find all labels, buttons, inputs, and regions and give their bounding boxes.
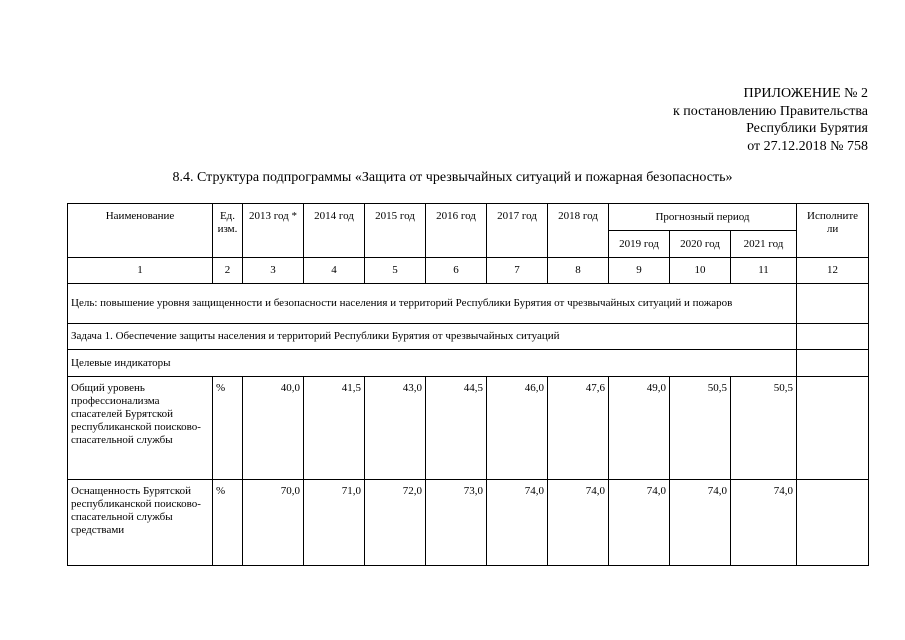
indicator-unit: % [213, 480, 243, 566]
appendix-line-4: от 27.12.2018 № 758 [747, 138, 868, 154]
col-number: 7 [487, 258, 548, 284]
header-2015: 2015 год [365, 204, 426, 258]
indicator-executor [797, 480, 869, 566]
task-1-text: Задача 1. Обеспечение защиты населения и территорий Республики Бурятия от чрезвычайных ситуаций [68, 324, 797, 350]
goal-row [68, 284, 869, 324]
value-2021: 50,5 [731, 377, 797, 480]
value-2020: 50,5 [670, 377, 731, 480]
indicators-executor [797, 350, 869, 377]
col-number: 12 [797, 258, 869, 284]
indicators-label: Целевые индикаторы [68, 350, 797, 377]
header-2020: 2020 год [670, 231, 731, 258]
value-2013: 40,0 [243, 377, 304, 480]
value-2014: 71,0 [304, 480, 365, 566]
header-2018: 2018 год [548, 204, 609, 258]
value-2021: 74,0 [731, 480, 797, 566]
col-number: 5 [365, 258, 426, 284]
task-executor [797, 324, 869, 350]
indicator-unit: % [213, 377, 243, 480]
header-row [68, 204, 869, 231]
col-number: 1 [68, 258, 213, 284]
appendix-line-3: Республики Бурятия [746, 121, 868, 136]
indicator-name: Общий уровень профессионализма спасателей Бурятской республиканской поисково-спасательной службы [68, 377, 213, 480]
indicator-executor [797, 377, 869, 480]
value-2016: 44,5 [426, 377, 487, 480]
header-unit: Ед. изм. [213, 204, 243, 258]
value-2019: 74,0 [609, 480, 670, 566]
col-number: 11 [731, 258, 797, 284]
document-title: 8.4. Структура подпрограммы «Защита от чрезвычайных ситуаций и пожарная безопасность» [172, 170, 733, 185]
value-2017: 46,0 [487, 377, 548, 480]
indicator-name: Оснащенность Бурятской республиканской поисково-спасательной службы средствами [68, 480, 213, 566]
task-row [68, 324, 869, 350]
indicators-row [68, 350, 869, 377]
value-2017: 74,0 [487, 480, 548, 566]
appendix-line-2: к постановлению Правительства [672, 103, 868, 119]
header-executor: Исполните ли [797, 204, 869, 258]
col-number: 10 [670, 258, 731, 284]
header-forecast-period: Прогнозный период [609, 204, 797, 231]
value-2014: 41,5 [304, 377, 365, 480]
value-2016: 73,0 [426, 480, 487, 566]
value-2013: 70,0 [243, 480, 304, 566]
subprogram-structure-table [67, 203, 869, 566]
value-2019: 49,0 [609, 377, 670, 480]
value-2018: 74,0 [548, 480, 609, 566]
header-name: Наименование [68, 204, 213, 258]
col-number: 2 [213, 258, 243, 284]
value-2015: 72,0 [365, 480, 426, 566]
value-2015: 43,0 [365, 377, 426, 480]
header-2021: 2021 год [731, 231, 797, 258]
col-number: 4 [304, 258, 365, 284]
value-2020: 74,0 [670, 480, 731, 566]
table-row [68, 377, 869, 480]
col-number: 3 [243, 258, 304, 284]
col-number: 8 [548, 258, 609, 284]
value-2018: 47,6 [548, 377, 609, 480]
column-numbers-row [68, 258, 869, 284]
table-row [68, 480, 869, 566]
appendix-line-1: ПРИЛОЖЕНИЕ № 2 [743, 86, 868, 101]
col-number: 6 [426, 258, 487, 284]
header-2019: 2019 год [609, 231, 670, 258]
goal-executor [797, 284, 869, 324]
header-2014: 2014 год [304, 204, 365, 258]
col-number: 9 [609, 258, 670, 284]
header-2016: 2016 год [426, 204, 487, 258]
appendix-header [673, 85, 868, 155]
header-2013: 2013 год * [243, 204, 304, 258]
goal-text: Цель: повышение уровня защищенности и безопасности населения и территорий Республики Бурятия от чрезвычайных ситуаций и пожаров [68, 284, 797, 324]
header-2017: 2017 год [487, 204, 548, 258]
